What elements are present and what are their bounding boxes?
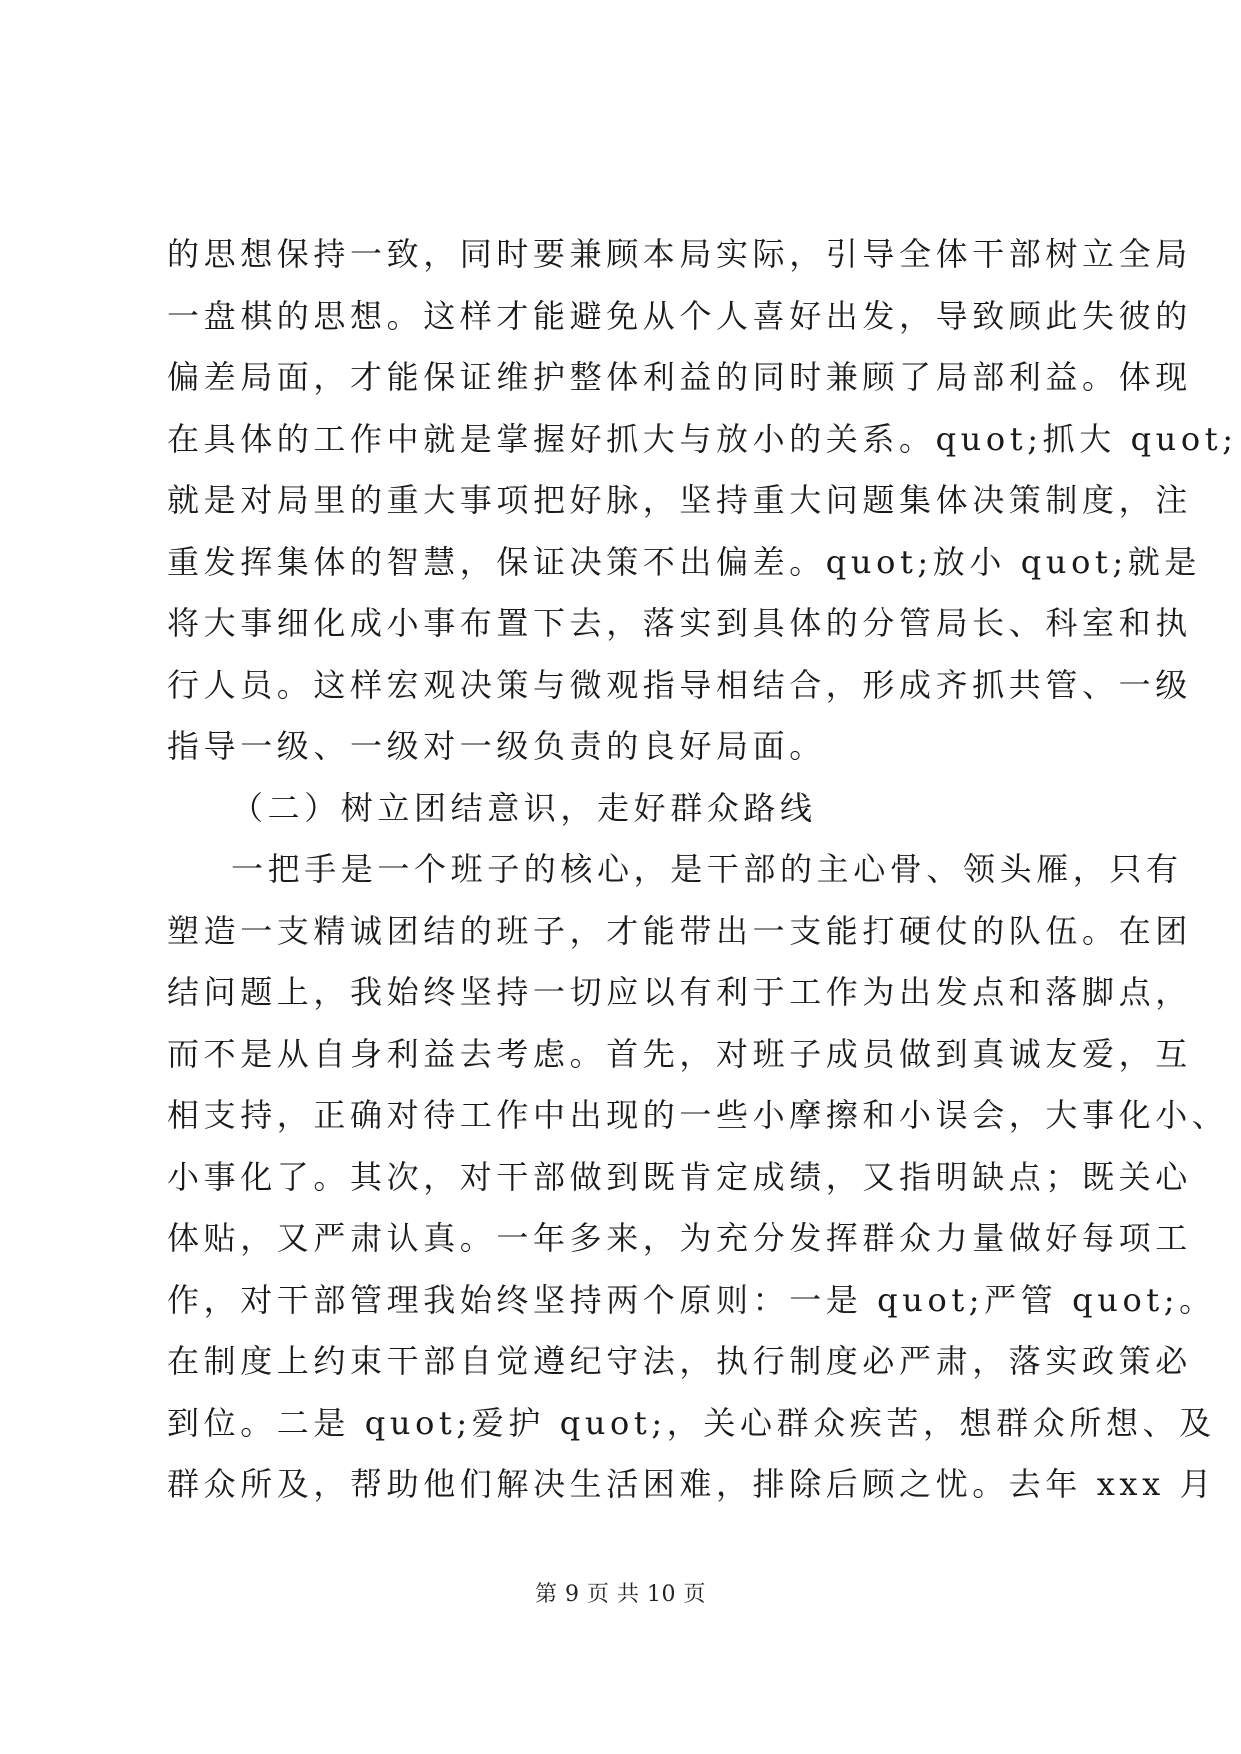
text-line: 一盘棋的思想。这样才能避免从个人喜好出发，导致顾此失彼的 bbox=[167, 296, 1192, 335]
text-line: 结问题上，我始终坚持一切应以有利于工作为出发点和落脚点， bbox=[167, 973, 1192, 1011]
text-line: 偏差局面，才能保证维护整体利益的同时兼顾了局部利益。体现 bbox=[167, 358, 1192, 396]
text-line: 在制度上约束干部自觉遵纪守法，执行制度必严肃，落实政策必 bbox=[167, 1342, 1192, 1380]
document-body bbox=[167, 234, 1238, 1526]
section-heading: （二）树立团结意识，走好群众路线 bbox=[231, 788, 817, 827]
text-line: 而不是从自身利益去考虑。首先，对班子成员做到真诚友爱，互 bbox=[167, 1034, 1192, 1073]
text-line: 重发挥集体的智慧，保证决策不出偏差。quot;放小 quot;就是 bbox=[167, 542, 1201, 581]
text-line: 体贴，又严肃认真。一年多来，为充分发挥群众力量做好每项工 bbox=[167, 1219, 1192, 1257]
text-line: 小事化了。其次，对干部做到既肯定成绩，又指明缺点；既关心 bbox=[167, 1157, 1192, 1196]
text-line: 相支持，正确对待工作中出现的一些小摩擦和小误会，大事化小、 bbox=[167, 1096, 1229, 1134]
text-line: 行人员。这样宏观决策与微观指导相结合，形成齐抓共管、一级 bbox=[167, 665, 1192, 704]
text-line: 就是对局里的重大事项把好脉，坚持重大问题集体决策制度，注 bbox=[167, 481, 1192, 519]
text-line: 塑造一支精诚团结的班子，才能带出一支能打硬仗的队伍。在团 bbox=[167, 911, 1192, 950]
text-line: 群众所及，帮助他们解决生活困难，排除后顾之忧。去年 xxx 月 bbox=[167, 1465, 1217, 1503]
page-number-footer: 第 9 页 共 10 页 bbox=[535, 1582, 706, 1607]
text-line: 到位。二是 quot;爱护 quot;，关心群众疾苦，想群众所想、及 bbox=[167, 1403, 1216, 1442]
text-line: 作，对干部管理我始终坚持两个原则：一是 quot;严管 quot;。 bbox=[167, 1280, 1216, 1319]
text-line: 的思想保持一致，同时要兼顾本局实际，引导全体干部树立全局 bbox=[167, 235, 1192, 273]
paragraph-first-line: 一把手是一个班子的核心，是干部的主心骨、领头雁，只有 bbox=[231, 850, 1183, 888]
text-line: 指导一级、一级对一级负责的良好局面。 bbox=[167, 727, 826, 765]
text-line: 将大事细化成小事布置下去，落实到具体的分管局长、科室和执 bbox=[167, 604, 1192, 642]
text-line: 在具体的工作中就是掌握好抓大与放小的关系。quot;抓大 quot; bbox=[167, 419, 1238, 458]
